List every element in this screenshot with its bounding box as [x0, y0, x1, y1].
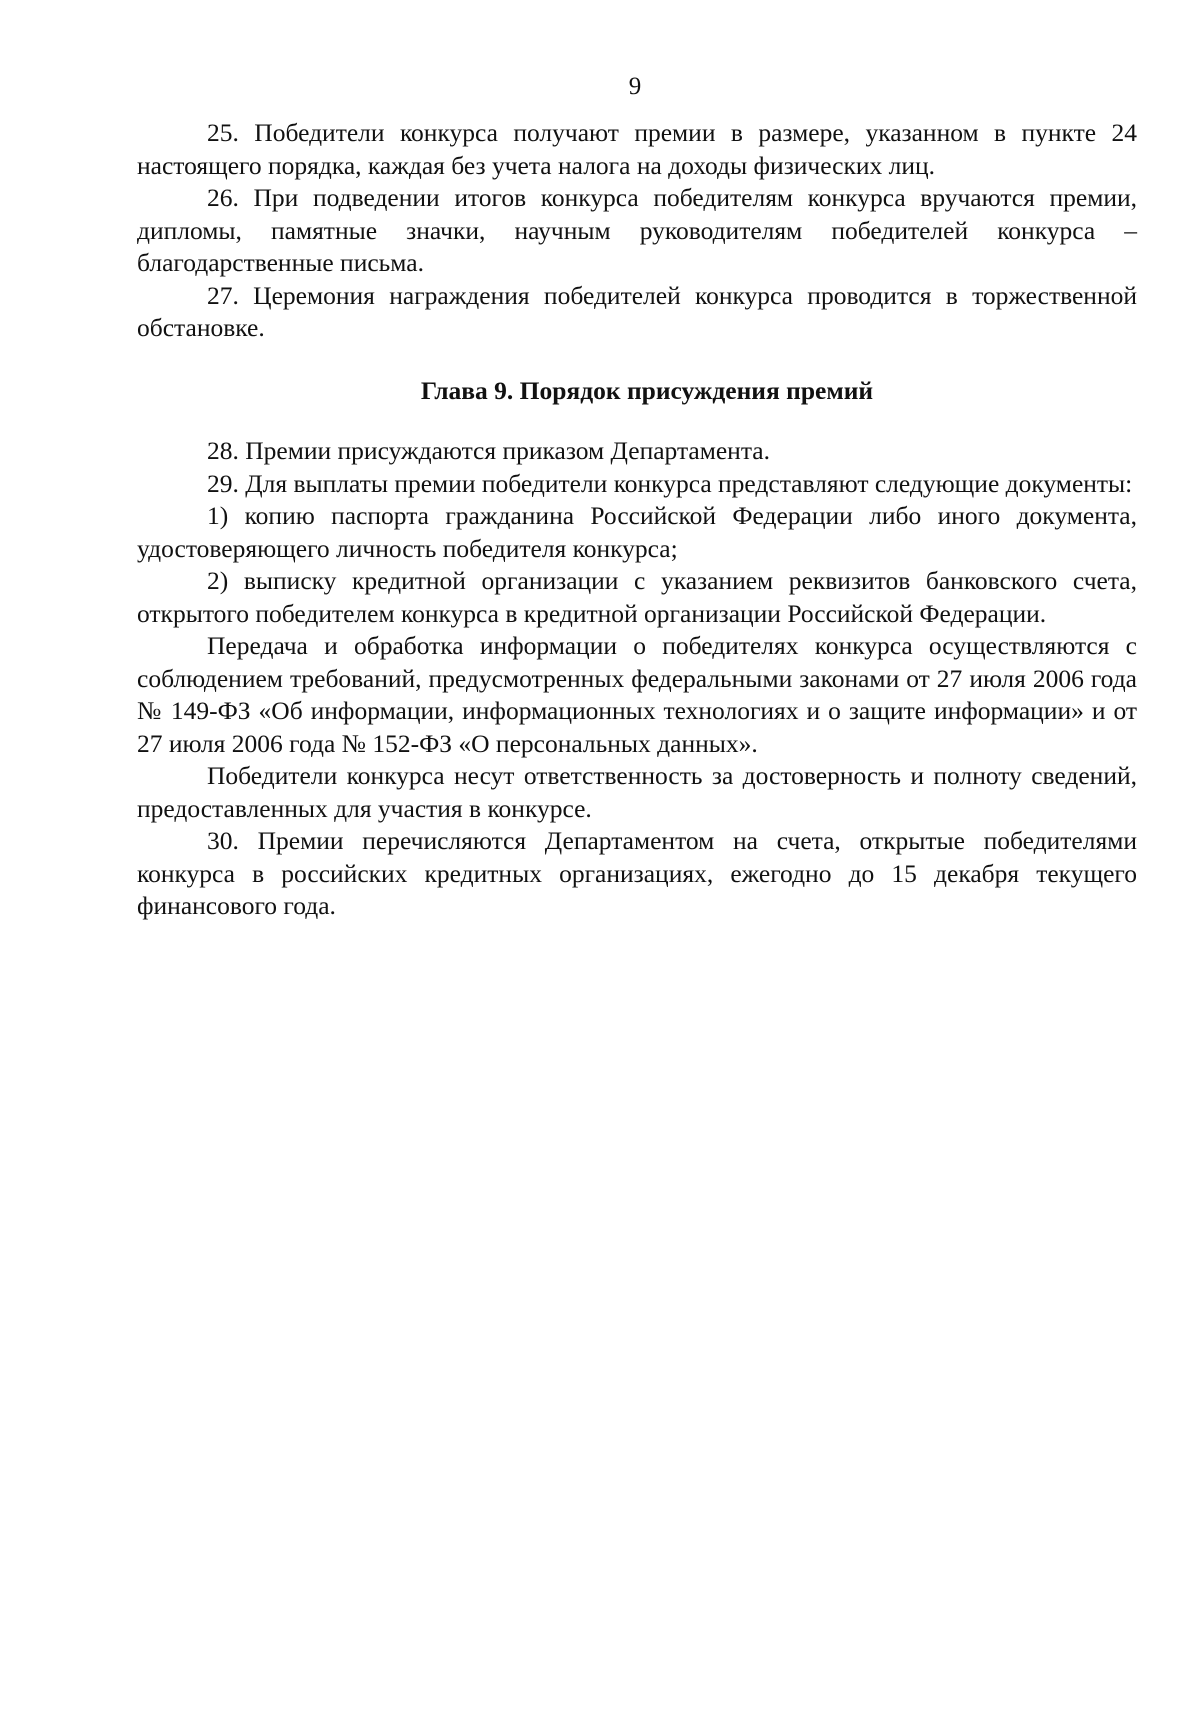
paragraph-30: 30. Премии перечисляются Департаментом на счета, открытые победителями конкурса в российских кредитных организациях, ежегодно до 15 декабря текущего финансового года.	[137, 826, 1137, 920]
list-item-1: 1) копию паспорта гражданина Российской Федерации либо иного документа, удостоверяющего личность победителя конкурса;	[137, 501, 1137, 563]
page-number: 9	[628, 73, 642, 100]
document-body	[137, 117, 1137, 923]
paragraph-25: 25. Победители конкурса получают премии в размере, указанном в пункте 24 настоящего порядка, каждая без учета налога на доходы физических лиц.	[137, 118, 1137, 180]
paragraph-29: 29. Для выплаты премии победители конкурса представляют следующие документы:	[207, 468, 1133, 498]
paragraph-responsibility: Победители конкурса несут ответственность за достоверность и полноту сведений, предоставленных для участия в конкурсе.	[137, 761, 1137, 823]
chapter-heading: Глава 9. Порядок присуждения премий	[420, 375, 874, 405]
paragraph-28: 28. Премии присуждаются приказом Департамента.	[207, 436, 770, 465]
list-item-2: 2) выписку кредитной организации с указанием реквизитов банковского счета, открытого победителем конкурса в кредитной организации Российской Федерации.	[137, 566, 1137, 628]
paragraph-26: 26. При подведении итогов конкурса победителям конкурса вручаются премии, дипломы, памятные значки, научным руководителям победителей конкурса – благодарственные письма.	[137, 183, 1137, 277]
paragraph-27: 27. Церемония награждения победителей конкурса проводится в торжественной обстановке.	[137, 280, 1137, 342]
paragraph-data-processing: Передача и обработка информации о победителях конкурса осуществляются с соблюдением требований, предусмотренных федеральными законами от 27 июля 2006 года № 149-ФЗ «Об информации, информационных технологиях и о защите информации» и от 27 июля 2006 года № 152-ФЗ «О персональных данных».	[137, 631, 1137, 758]
